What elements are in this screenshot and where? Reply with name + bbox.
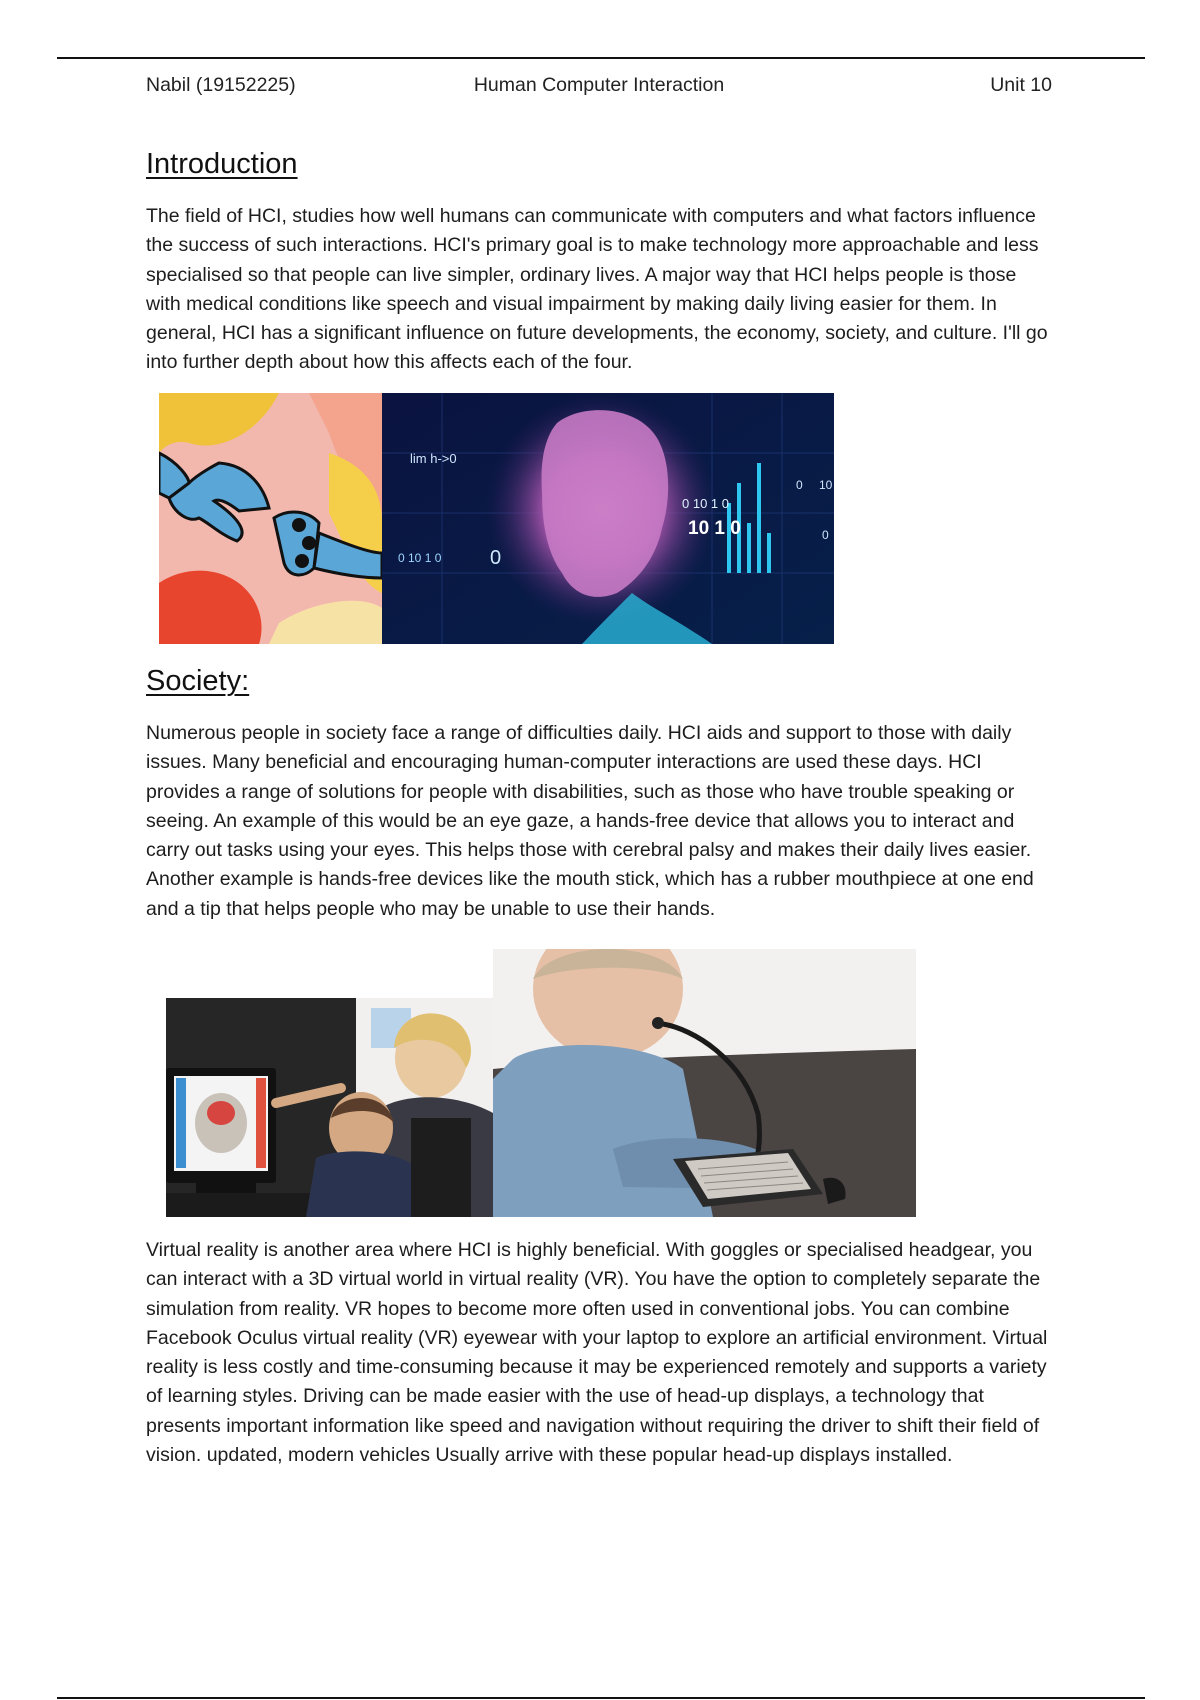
- society-paragraph-1: Numerous people in society face a range of difficulties daily. HCI aids and support to those with daily issues. Many beneficial and encouraging human-computer interactions are used these days. HCI provides a range of solutions for people with disabilities, such as those who have trouble speaking or seeing. An example of this would be an eye gaze, a hands-free device that allows you to interact and carry out tasks using your eyes. This helps those with cerebral palsy and makes their daily lives easier. Another example is hands-free devices like the mouth stick, which has a rubber mouthpiece at one end and a tip that helps people who may be unable to use their hands.: [146, 722, 1034, 920]
- introduction-heading: Introduction: [146, 148, 298, 180]
- eye-gaze-classroom-image: [166, 998, 493, 1217]
- introduction-section: [146, 148, 1056, 181]
- formula-label: lim h->0: [410, 451, 457, 466]
- society-body-1: [146, 719, 1056, 924]
- number-side-c: 0: [822, 528, 829, 542]
- mouth-stick-image: [493, 949, 916, 1217]
- number-glyph: 0: [490, 547, 502, 569]
- footer-rule: [57, 1697, 1145, 1699]
- header-title: Human Computer Interaction: [473, 74, 725, 96]
- introduction-body: [146, 202, 1056, 378]
- digital-head-image: [382, 393, 834, 644]
- number-side-a: 0: [796, 478, 803, 492]
- society-heading: Society:: [146, 665, 250, 697]
- hands-illustration-image: [159, 393, 382, 644]
- number-row-c: 0 10 1 0: [398, 551, 442, 565]
- number-row-b: 10 1 0: [688, 518, 741, 539]
- page-header: [146, 74, 1052, 97]
- society-paragraph-2: Virtual reality is another area where HCI is highly beneficial. With goggles or specialised headgear, you can interact with a 3D virtual world in virtual reality (VR). You have the option to completely separate the simulation from reality. VR hopes to become more often used in conventional jobs. You can combine Facebook Oculus virtual reality (VR) eyewear with your laptop to explore an artificial environment. Virtual reality is less costly and time-consuming because it may be experienced remotely and supports a variety of learning styles. Driving can be made easier with the use of head-up displays, a technology that presents important information like speed and navigation without requiring the driver to shift their field of vision. updated, modern vehicles Usually arrive with these popular head-up displays installed.: [146, 1239, 1048, 1467]
- introduction-paragraph: The field of HCI, studies how well humans can communicate with computers and what factors influence the success of such interactions. HCI's primary goal is to make technology more approachable and less specialised so that people can live simpler, ordinary lives. A major way that HCI helps people is those with medical conditions like speech and visual impairment by making daily living easier for them. In general, HCI has a significant influence on future developments, the economy, society, and culture. I'll go into further depth about how this affects each of the four.: [146, 205, 1048, 374]
- header-author: Nabil (19152225): [146, 74, 296, 96]
- header-rule: [57, 57, 1145, 59]
- header-unit: Unit 10: [990, 74, 1052, 96]
- society-section: [146, 665, 1056, 698]
- number-row-a: 0 10 1 0: [682, 496, 729, 511]
- society-body-2: [146, 1236, 1056, 1470]
- number-side-b: 10: [819, 478, 833, 492]
